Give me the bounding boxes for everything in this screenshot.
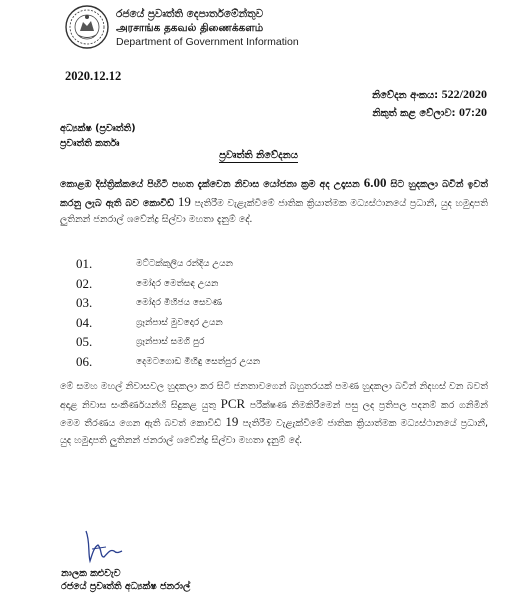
para1-part-b: සිට හුදකලා බවින් ඉවත් කරනු ලැබ ඇති බව කොවිඩ් (60, 179, 488, 209)
paragraph-intro (60, 175, 488, 229)
release-meta (372, 86, 487, 122)
signer-designation: රජයේ ප්‍රවෘත්ති අධ්‍යක්ෂ ජනරාල් (61, 581, 191, 592)
list-item-name: මට්ටක්කුලිය රන්දිය උයන (136, 259, 233, 269)
recipient-news-editor: ප්‍රවෘත්ති කර්තෘ (60, 138, 120, 149)
list-item-name: මෝදර මිහිජය සෙවණ (136, 298, 223, 308)
list-item (76, 256, 396, 276)
release-time-label: නිකුත් කළ වේලාව: (372, 108, 456, 119)
recipient-director-news: අධ්‍යක්ෂ (ප්‍රවෘත්ති) (60, 123, 136, 134)
list-item-number: 06. (76, 353, 93, 369)
org-name-english: Department of Government Information (116, 36, 299, 48)
signer-block (61, 567, 190, 593)
org-name-tamil: அரசாங்க தகவல் திணைக்களம் (116, 22, 264, 34)
release-number-label: නිවේදන අංකය: (372, 90, 439, 101)
release-number: 522/2020 (441, 87, 487, 101)
list-item (76, 315, 396, 335)
list-item (76, 276, 396, 296)
list-item-name: ග්‍රෑන්පාස් මුවදොර උයන (136, 317, 223, 328)
signature-icon (80, 527, 130, 565)
list-item-number: 02. (76, 275, 93, 291)
document-title-text: ප්‍රවෘත්ති නිවේදනය (219, 150, 298, 161)
recipients (60, 121, 136, 151)
para1-covid-number: 19 (177, 193, 191, 209)
area-list (76, 256, 396, 373)
signer-name: නාලක කළුවැව (61, 568, 121, 579)
org-name-sinhala: රජයේ ප්‍රවෘත්ති දෙපාර්තමේන්තුව (116, 8, 264, 20)
para2-part-b: පරීක්ෂණ නිමකිරීමෙන් පසු ලද ප්‍රතිපල පදනම් කර ගනිමින් මෙම තීරණය ගෙන ඇති බවත් කොවිඩ් (60, 399, 489, 429)
list-item (76, 295, 396, 315)
paragraph-details (60, 379, 488, 449)
para2-part-c: පැතිරීම වැළැක්වීමේ ජාතික ක්‍රියාත්මක මධ්‍යස්ථානයේ ප්‍රධානී, යුද හමුදාපති ලුතිනන් ජනරාල් ශවේන්ද්‍ර සිල්වා මහතා දැනුම් දේ. (60, 418, 488, 446)
list-item-number: 01. (76, 256, 93, 271)
para2-part-a: මේ සමහ මහල් නිවාසවල හුදකලා කර සිටි ජනතාවගෙන් බහුතරයක් පමණ හුදකලා බවින් නිදහස් වන බවත් අදාළ නිවාස සංකීර්ණයන්හි සිදුකළ යුතු (60, 381, 488, 411)
para1-part-a: කොළඹ දිස්ත්‍රික්කයේ පිහිටි පහත දැක්වෙන නිවාස යෝජනා ක්‍රම අද උදෑසන (60, 179, 364, 190)
list-item (76, 354, 396, 374)
para1-time: 6.00 (363, 175, 387, 190)
list-item (76, 334, 396, 354)
release-number-row (372, 86, 487, 104)
list-item-name: ග්‍රෑන්පාස් සමගි පුර (136, 337, 205, 347)
release-time-row (372, 104, 487, 122)
list-item-number: 03. (76, 295, 93, 310)
para2-covid-number: 19 (225, 414, 239, 429)
list-item-name: දෙමටගොඩ මිහිඳු සෙත්පුර උයන (136, 356, 261, 367)
document-date: 2020.12.12 (65, 69, 122, 83)
list-item-name: මෝදර මෙත්සඳ උයන (136, 278, 219, 289)
government-emblem-icon (64, 4, 110, 50)
para2-pcr: PCR (220, 395, 246, 411)
release-time: 07:20 (459, 105, 487, 119)
list-item-number: 05. (76, 334, 93, 349)
document-title (0, 150, 517, 161)
list-item-number: 04. (76, 314, 93, 330)
organization-name (116, 7, 299, 49)
para1-part-c: පැතිරීම වැළැක්වීමේ ජාතික ක්‍රියාත්මක මධ්‍යස්ථානයේ ප්‍රධානී, යුද හමුදාපති ලුතිනන් ජනරාල් ශවේන්ද්‍ර සිල්වා මහතා දැනුම් දේ. (60, 197, 488, 225)
